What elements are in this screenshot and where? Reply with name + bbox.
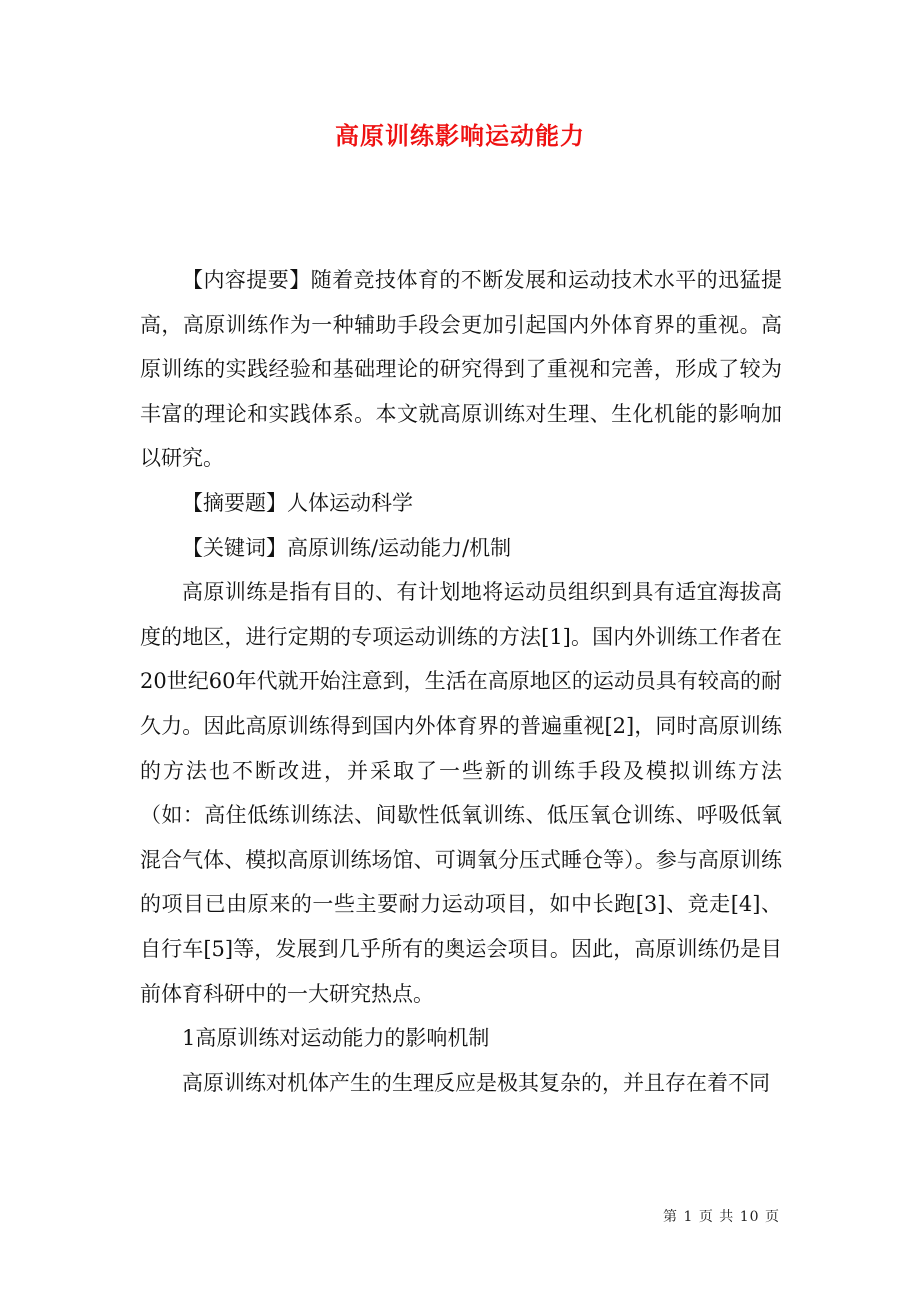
- page-number-footer: 第 1 页 共 10 页: [663, 1209, 780, 1225]
- keywords-paragraph: 【关键词】高原训练/运动能力/机制: [182, 535, 512, 560]
- document-title: 高原训练影响运动能力: [335, 121, 585, 150]
- section-paragraph: 高原训练对机体产生的生理反应是极其复杂的，并且存在着不同: [182, 1070, 770, 1095]
- document-body: [140, 258, 782, 1105]
- section-heading: 1高原训练对运动能力的影响机制: [182, 1026, 490, 1051]
- abstract-paragraph: 【内容提要】随着竞技体育的不断发展和运动技术水平的迅猛提高，高原训练作为一种辅助手段会更加引起国内外体育界的重视。高原训练的实践经验和基础理论的研究得到了重视和完善，形成了较为丰富的理论和实践体系。本文就高原训练对生理、生化机能的影响加以研究。: [140, 268, 782, 471]
- intro-paragraph: 高原训练是指有目的、有计划地将运动员组织到具有适宜海拔高度的地区，进行定期的专项运动训练的方法[1]。国内外训练工作者在20世纪60年代就开始注意到，生活在高原地区的运动员具有较高的耐久力。因此高原训练得到国内外体育界的普遍重视[2]，同时高原训练的方法也不断改进，并采取了一些新的训练手段及模拟训练方法（如：高住低练训练法、间歇性低氧训练、低压氧仓训练、呼吸低氧混合气体、模拟高原训练场馆、可调氧分压式睡仓等）。参与高原训练的项目已由原来的一些主要耐力运动项目，如中长跑[3]、竞走[4]、自行车[5]等，发展到几乎所有的奥运会项目。因此，高原训练仍是目前体育科研中的一大研究热点。: [140, 580, 782, 1006]
- subject-paragraph: 【摘要题】人体运动科学: [182, 490, 413, 515]
